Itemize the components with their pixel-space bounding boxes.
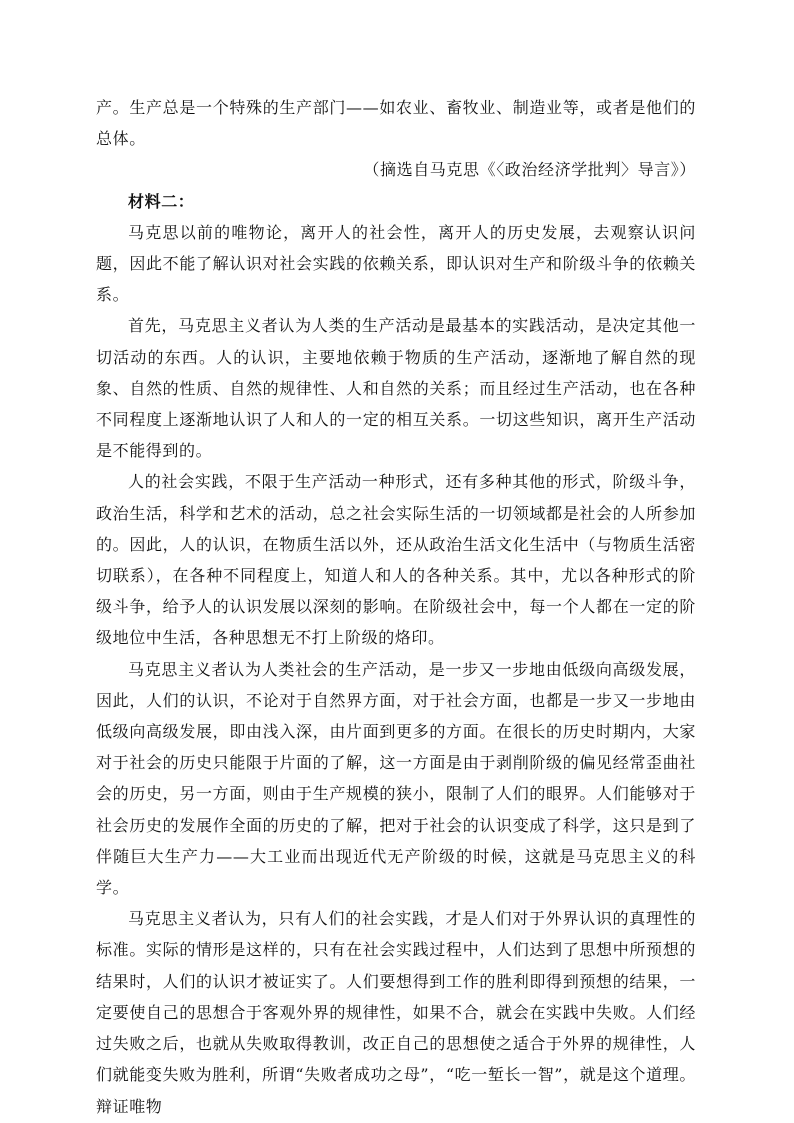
continuation-paragraph: 产。生产总是一个特殊的生产部门——如农业、畜牧业、制造业等，或者是他们的总体。	[96, 98, 696, 149]
body-paragraph: 首先，马克思主义者认为人类的生产活动是最基本的实践活动，是决定其他一切活动的东西。人的认识，主要地依赖于物质的生产活动，逐渐地了解自然的现象、自然的性质、自然的规律性、人和自然的关系；而且经过生产活动，也在各种不同程度上逐渐地认识了人和人的一定的相互关系。一切这些知识，离开生产活动是不能得到的。	[96, 316, 696, 461]
body-paragraph: 马克思主义者认为，只有人们的社会实践，才是人们对于外界认识的真理性的标准。实际的情形是这样的，只有在社会实践过程中，人们达到了思想中所预想的结果时，人们的认识才被证实了。人们要想得到工作的胜利即得到预想的结果，一定要使自己的思想合于客观外界的规律性，如果不合，就会在实践中失败。人们经过失败之后，也就从失败取得教训，改正自己的思想使之适合于外界的规律性，人们就能变失败为胜利，所谓“失败者成功之母”，“吃一堑长一智”，就是这个道理。辩证唯物	[96, 909, 696, 1116]
body-paragraph: 马克思主义者认为人类社会的生产活动，是一步又一步地由低级向高级发展，因此，人们的认识，不论对于自然界方面，对于社会方面，也都是一步又一步地由低级向高级发展，即由浅入深，由片面到更多的方面。在很长的历史时期内，大家对于社会的历史只能限于片面的了解，这一方面是由于剥削阶级的偏见经常歪曲社会的历史，另一方面，则由于生产规模的狭小，限制了人们的眼界。人们能够对于社会历史的发展作全面的历史的了解，把对于社会的认识变成了科学，这只是到了伴随巨大生产力——大工业而出现近代无产阶级的时候，这就是马克思主义的科学。	[96, 659, 696, 898]
body-paragraph: 马克思以前的唯物论，离开人的社会性，离开人的历史发展，去观察认识问题，因此不能了解认识对社会实践的依赖关系，即认识对生产和阶级斗争的依赖关系。	[96, 222, 696, 305]
body-paragraph: 人的社会实践，不限于生产活动一种形式，还有多种其他的形式，阶级斗争，政治生活，科学和艺术的活动，总之社会实际生活的一切领域都是社会的人所参加的。因此，人的认识，在物质生活以外，还从政治生活文化生活中（与物质生活密切联系），在各种不同程度上，知道人和人的各种关系。其中，尤以各种形式的阶级斗争，给予人的认识发展以深刻的影响。在阶级社会中，每一个人都在一定的阶级地位中生活，各种思想无不打上阶级的烙印。	[96, 472, 696, 648]
source-citation: （摘选自马克思《〈政治经济学批判〉导言》）	[363, 160, 696, 180]
material-heading: 材料二：	[128, 191, 195, 211]
document-page	[96, 92, 696, 1122]
